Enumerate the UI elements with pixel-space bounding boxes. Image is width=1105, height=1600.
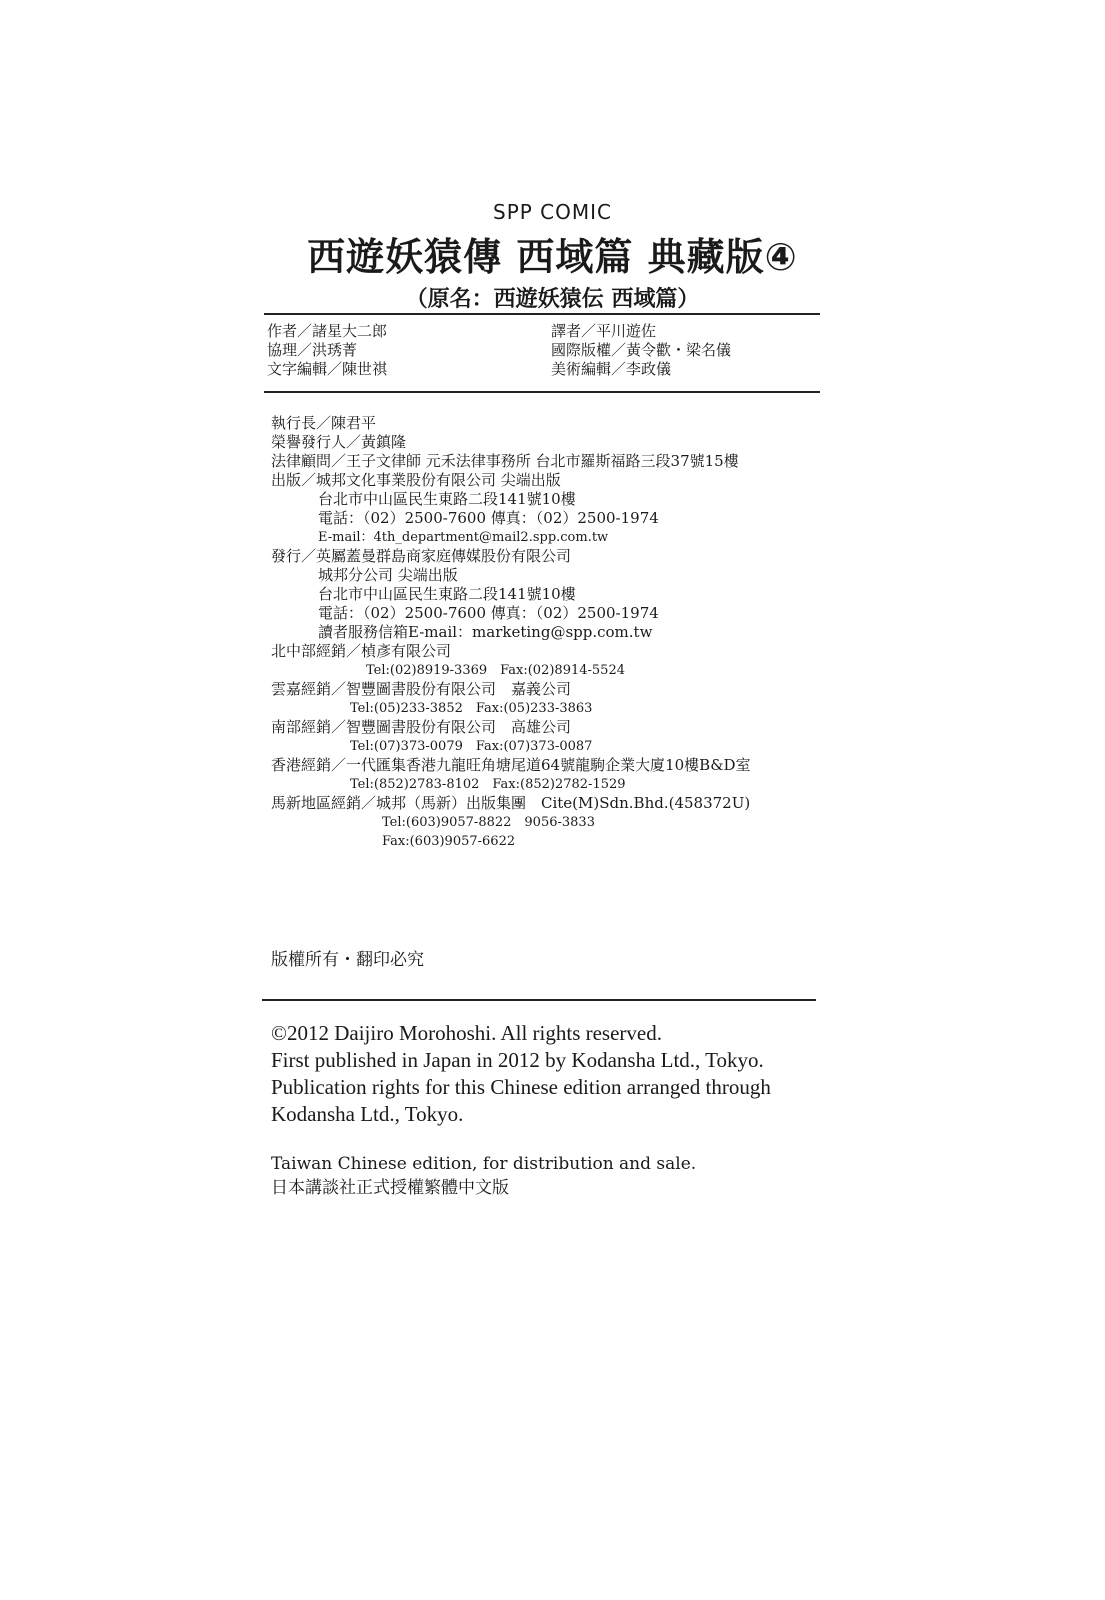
publisher-line: Fax:(603)9057-6622	[382, 834, 516, 849]
publisher-line: Tel:(05)233-3852 Fax:(05)233-3863	[350, 701, 593, 716]
edition-line-chinese: 日本講談社正式授權繁體中文版	[271, 1178, 509, 1198]
copyright-line: Kodansha Ltd., Tokyo.	[271, 1102, 464, 1126]
publisher-line: E-mail：4th_department@mail2.spp.com.tw	[318, 530, 609, 545]
publisher-line: 執行長／陳君平	[271, 414, 377, 432]
publisher-line: 雲嘉經銷／智豐圖書股份有限公司 嘉義公司	[271, 680, 572, 698]
publisher-line: 南部經銷／智豐圖書股份有限公司 高雄公司	[271, 718, 572, 736]
credit-text-editor: 文字編輯／陳世祺	[267, 360, 388, 378]
edition-line-english: Taiwan Chinese edition, for distribution and sale.	[271, 1154, 697, 1174]
publisher-block	[271, 414, 751, 851]
credit-manager: 協理／洪琇菁	[267, 341, 358, 359]
publisher-line: Tel:(603)9057-8822 9056-3833	[382, 815, 595, 830]
publisher-line: 電話：（02）2500-7600 傳真：（02）2500-1974	[318, 604, 659, 622]
copyright-line: First published in Japan in 2012 by Kodansha Ltd., Tokyo.	[271, 1048, 764, 1072]
publisher-line: 電話：（02）2500-7600 傳真：（02）2500-1974	[318, 509, 659, 527]
publisher-line: Tel:(07)373-0079 Fax:(07)373-0087	[350, 739, 593, 754]
book-title: 西遊妖猿傳 西域篇 典藏版④	[307, 235, 798, 279]
publisher-line: 榮譽發行人／黃鎮隆	[271, 433, 407, 451]
publisher-line: 發行／英屬蓋曼群島商家庭傳媒股份有限公司	[271, 547, 572, 565]
credit-art-editor: 美術編輯／李政儀	[551, 360, 672, 378]
publisher-line: 城邦分公司 尖端出版	[318, 566, 458, 584]
credits-left	[267, 322, 387, 379]
credit-author: 作者／諸星大二郎	[267, 322, 388, 340]
original-title: （原名：西遊妖猿伝 西域篇）	[405, 287, 700, 312]
publisher-line: 馬新地區經銷／城邦（馬新）出版集團 Cite(M)Sdn.Bhd.(458372U)	[271, 794, 751, 812]
edition-block	[271, 1153, 696, 1201]
publisher-line: 北中部經銷／楨彥有限公司	[271, 642, 452, 660]
publisher-line: 讀者服務信箱E-mail：marketing@spp.com.tw	[318, 623, 653, 641]
publisher-line: 台北市中山區民生東路二段141號10樓	[318, 585, 576, 603]
credits-right	[551, 322, 731, 379]
copyright-line: Publication rights for this Chinese edition arranged through	[271, 1075, 771, 1099]
credit-international-rights: 國際版權／黃令歡・梁名儀	[551, 341, 732, 359]
copyright-line: ©2012 Daijiro Morohoshi. All rights reserved.	[271, 1021, 662, 1045]
publisher-line: Tel:(02)8919-3369 Fax:(02)8914-5524	[366, 663, 625, 678]
divider-credits	[264, 391, 820, 393]
publisher-line: Tel:(852)2783-8102 Fax:(852)2782-1529	[350, 777, 626, 792]
series-name: SPP COMIC	[493, 200, 612, 224]
rights-notice: 版權所有・翻印必究	[271, 950, 424, 970]
publisher-line: 出版／城邦文化事業股份有限公司 尖端出版	[271, 471, 561, 489]
copyright-block	[271, 1020, 771, 1128]
publisher-line: 台北市中山區民生東路二段141號10樓	[318, 490, 576, 508]
divider-copyright	[262, 999, 816, 1001]
credit-translator: 譯者／平川遊佐	[551, 322, 657, 340]
publisher-line: 法律顧問／王子文律師 元禾法律事務所 台北市羅斯福路三段37號15樓	[271, 452, 739, 470]
publisher-line: 香港經銷／一代匯集香港九龍旺角塘尾道64號龍駒企業大廈10樓B&D室	[271, 756, 751, 774]
divider-top	[264, 313, 820, 315]
